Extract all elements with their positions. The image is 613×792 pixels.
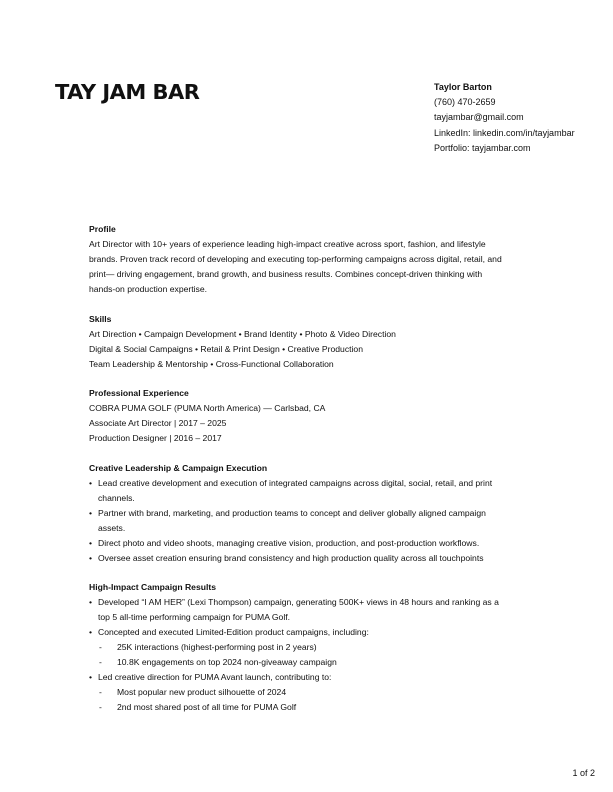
skills-line: Art Direction • Campaign Development • Brand Identity • Photo & Video Direction bbox=[89, 328, 396, 339]
dash-icon: - bbox=[99, 657, 102, 668]
sub-list-item-text: 2nd most shared post of all time for PUMA Golf bbox=[117, 702, 297, 713]
list-item-text: Direct photo and video shoots, managing creative vision, production, and post-production workflows. bbox=[98, 537, 480, 548]
contact-email: tayjambar@gmail.com bbox=[434, 112, 524, 123]
bullet-icon: • bbox=[89, 507, 93, 518]
sub-list-item bbox=[89, 700, 539, 715]
list-item-text: Oversee asset creation ensuring brand consistency and high production quality across all touchpoints bbox=[98, 552, 484, 563]
skills-line: Team Leadership & Mentorship • Cross-Functional Collaboration bbox=[89, 358, 334, 369]
contact-portfolio: Portfolio: tayjambar.com bbox=[434, 142, 531, 153]
experience-heading: Professional Experience bbox=[89, 388, 189, 399]
bullet-icon: • bbox=[89, 537, 93, 548]
bullet-icon: • bbox=[89, 552, 93, 563]
bullet-icon: • bbox=[89, 477, 93, 488]
contact-phone: (760) 470-2659 bbox=[434, 97, 496, 108]
profile-line: Art Director with 10+ years of experience leading high-impact creative across sport, fashion, and lifestyle bbox=[89, 239, 486, 249]
sub-list-item-text: 10.8K engagements on top 2024 non-giveaway campaign bbox=[117, 657, 337, 668]
list-item bbox=[89, 670, 539, 685]
bullet-icon: • bbox=[89, 627, 93, 638]
experience-company: COBRA PUMA GOLF (PUMA North America) — Carlsbad, CA bbox=[89, 403, 326, 414]
list-item-text: top 5 all-time performing campaign for PUMA Golf. bbox=[98, 612, 291, 623]
skills-heading: Skills bbox=[89, 313, 112, 324]
experience-section bbox=[89, 386, 539, 446]
profile-section bbox=[89, 222, 539, 297]
sub-list-item bbox=[89, 655, 539, 670]
bullet-icon: • bbox=[89, 672, 93, 683]
sub-list-item bbox=[89, 685, 539, 700]
skills-line: Digital & Social Campaigns • Retail & Print Design • Creative Production bbox=[89, 343, 363, 354]
contact-block bbox=[434, 80, 575, 156]
list-item-text: channels. bbox=[98, 492, 135, 503]
leadership-section bbox=[89, 461, 539, 566]
contact-name: Taylor Barton bbox=[434, 82, 492, 92]
list-item-text: Partner with brand, marketing, and production teams to concept and deliver globally aligned campaign bbox=[98, 507, 486, 518]
experience-role: Production Designer | 2016 – 2017 bbox=[89, 433, 222, 444]
dash-icon: - bbox=[99, 687, 102, 698]
experience-role: Associate Art Director | 2017 – 2025 bbox=[89, 418, 227, 429]
contact-linkedin: LinkedIn: linkedin.com/in/tayjambar bbox=[434, 127, 575, 138]
list-item-text: Led creative direction for PUMA Avant launch, contributing to: bbox=[98, 672, 332, 683]
sub-list-item-text: Most popular new product silhouette of 2024 bbox=[117, 687, 287, 698]
profile-line: print— driving engagement, brand growth, and business results. Combines concept-driven thinking with bbox=[89, 269, 483, 279]
sub-list-item bbox=[89, 640, 539, 655]
brand-logo: TAY JAM BAR bbox=[55, 80, 200, 104]
list-item bbox=[89, 551, 539, 566]
list-item bbox=[89, 595, 539, 625]
leadership-heading: Creative Leadership & Campaign Execution bbox=[89, 462, 268, 473]
sub-list-item-text: 25K interactions (highest-performing post in 2 years) bbox=[117, 642, 317, 653]
list-item-text: assets. bbox=[98, 522, 126, 533]
profile-line: brands. Proven track record of developing and executing top-performing campaigns across digital, retail, and bbox=[89, 254, 502, 264]
profile-line: hands-on production expertise. bbox=[89, 284, 208, 294]
list-item bbox=[89, 625, 539, 640]
profile-heading: Profile bbox=[89, 224, 116, 234]
dash-icon: - bbox=[99, 702, 102, 713]
bullet-icon: • bbox=[89, 597, 93, 608]
list-item-text: Lead creative development and execution of integrated campaigns across digital, social, retail, and print bbox=[98, 477, 493, 488]
results-heading: High-Impact Campaign Results bbox=[89, 582, 217, 593]
results-section bbox=[89, 580, 539, 715]
list-item-text: Concepted and executed Limited-Edition product campaigns, including: bbox=[98, 627, 369, 638]
resume-body bbox=[89, 222, 539, 730]
list-item bbox=[89, 476, 539, 506]
dash-icon: - bbox=[99, 642, 102, 653]
skills-section bbox=[89, 312, 539, 372]
page-number: 1 of 2 bbox=[572, 768, 595, 778]
list-item bbox=[89, 536, 539, 551]
list-item-text: Developed “I AM HER” (Lexi Thompson) campaign, generating 500K+ views in 48 hours and ranking as a bbox=[98, 597, 499, 608]
list-item bbox=[89, 506, 539, 536]
